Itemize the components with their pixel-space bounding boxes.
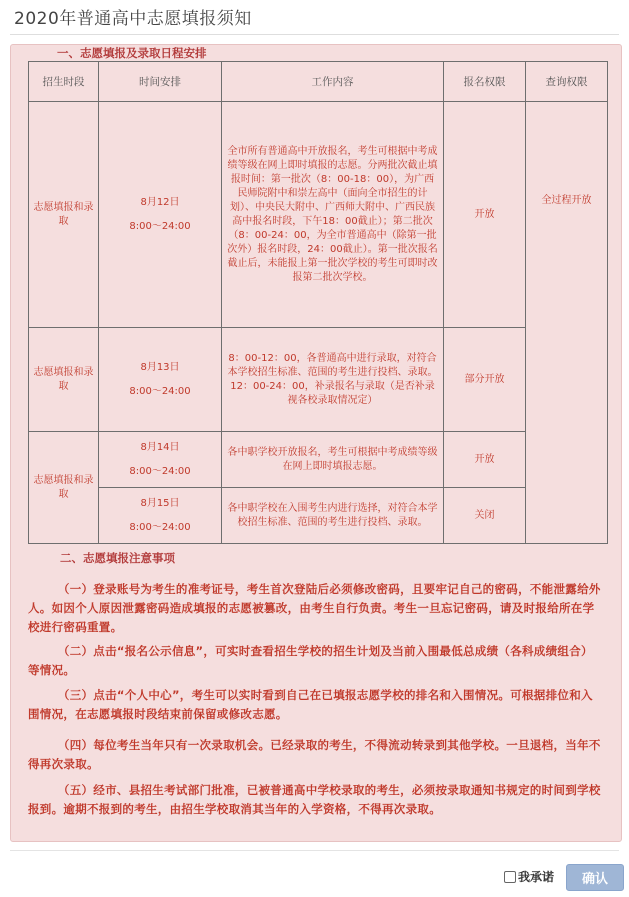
row-content: 全市所有普通高中开放报名，考生可根据中考成绩等级在网上即时填报的志愿。分两批次截止填报时间：第一批次（8：00-18：00），为广西民师院附中和崇左高中（面向全市招生的计划）、中央民大附中、广西师大附中、广西民族高中报名时段，下午18：00截止）；第二批次（8：00-24：00，为全市普通高中（除第一批次外）报名时段，24：00截止）。第一批次报名截止后，未能报上第一批次学校的考生可即时改报第二批次学校。: [222, 102, 444, 328]
table-row: [29, 328, 608, 432]
row-content: 8：00-12：00，各普通高中进行录取，对符合本学校招生标准、范围的考生进行投档、录取。12：00-24：00，补录报名与录取（是否补录视各校录取情况定）: [222, 328, 444, 432]
row-time: [99, 328, 222, 432]
row-register: 开放: [444, 102, 526, 328]
table-row: [29, 102, 608, 328]
notice-paragraph-3: （三）点击“个人中心”，考生可以实时看到自己在已填报志愿学校的排名和入围情况。可根据排位和入围情况，在志愿填报时段结束前保留或修改志愿。: [28, 688, 593, 721]
row-date: 8月14日: [140, 441, 180, 453]
header-period: 招生时段: [29, 62, 99, 102]
page-title: 2020年普通高中志愿填报须知: [14, 9, 252, 29]
confirm-button[interactable]: 确认: [566, 864, 624, 891]
row-date: 8月15日: [140, 497, 180, 509]
row-query: [526, 102, 608, 544]
footer-divider: [10, 850, 619, 851]
notice-paragraph-4: （四）每位考生当年只有一次录取机会。已经录取的考生，不得流动转录到其他学校。一旦退档，当年不得再次录取。: [28, 738, 601, 771]
header-content: 工作内容: [222, 62, 444, 102]
table-row: [29, 488, 608, 544]
title-divider: [10, 34, 619, 35]
header-query-permission: 查询权限: [526, 62, 608, 102]
row-content: 各中职学校在入围考生内进行选择，对符合本学校招生标准、范围的考生进行投档、录取。: [222, 488, 444, 544]
agree-checkbox[interactable]: [504, 871, 516, 883]
table-header-row: [29, 62, 608, 102]
row-date: 8月12日: [140, 196, 180, 208]
row-hours: 8:00～24:00: [129, 521, 191, 533]
row-content: 各中职学校开放报名，考生可根据中考成绩等级在网上即时填报志愿。: [222, 432, 444, 488]
table-row: [29, 432, 608, 488]
row-register: 开放: [444, 432, 526, 488]
row-time: [99, 432, 222, 488]
row-time: [99, 102, 222, 328]
row-hours: 8:00～24:00: [129, 385, 191, 397]
row-date: 8月13日: [140, 361, 180, 373]
notice-paragraph-2: （二）点击“报名公示信息”，可实时查看招生学校的招生计划及当前入围最低总成绩（各科成绩组合）等情况。: [28, 644, 593, 677]
row-period: 志愿填报和录取: [29, 432, 99, 544]
row-time: [99, 488, 222, 544]
schedule-table: [28, 61, 608, 544]
notice-paragraph-1: （一）登录账号为考生的准考证号，考生首次登陆后必须修改密码，且要牢记自己的密码，不能泄露给外人。如因个人原因泄露密码造成填报的志愿被篡改，由考生自行负责。考生一旦忘记密码，请及时报给所在学校进行密码重置。: [28, 582, 601, 634]
section2-heading: 二、志愿填报注意事项: [60, 551, 175, 565]
row-register: 关闭: [444, 488, 526, 544]
row-period: 志愿填报和录取: [29, 102, 99, 328]
row-hours: 8:00～24:00: [129, 220, 191, 232]
header-time: 时间安排: [99, 62, 222, 102]
agree-label-text: 我承诺: [518, 870, 555, 884]
row-hours: 8:00～24:00: [129, 465, 191, 477]
section1-heading: 一、志愿填报及录取日程安排: [57, 46, 207, 60]
agree-checkbox-label[interactable]: [504, 868, 554, 885]
header-register-permission: 报名权限: [444, 62, 526, 102]
query-permission-value: 全过程开放: [541, 195, 592, 206]
row-period: 志愿填报和录取: [29, 328, 99, 432]
row-register: 部分开放: [444, 328, 526, 432]
notice-paragraph-5: （五）经市、县招生考试部门批准，已被普通高中学校录取的考生，必须按录取通知书规定的时间到学校报到。逾期不报到的考生，由招生学校取消其当年的入学资格，不得再次录取。: [28, 783, 601, 816]
